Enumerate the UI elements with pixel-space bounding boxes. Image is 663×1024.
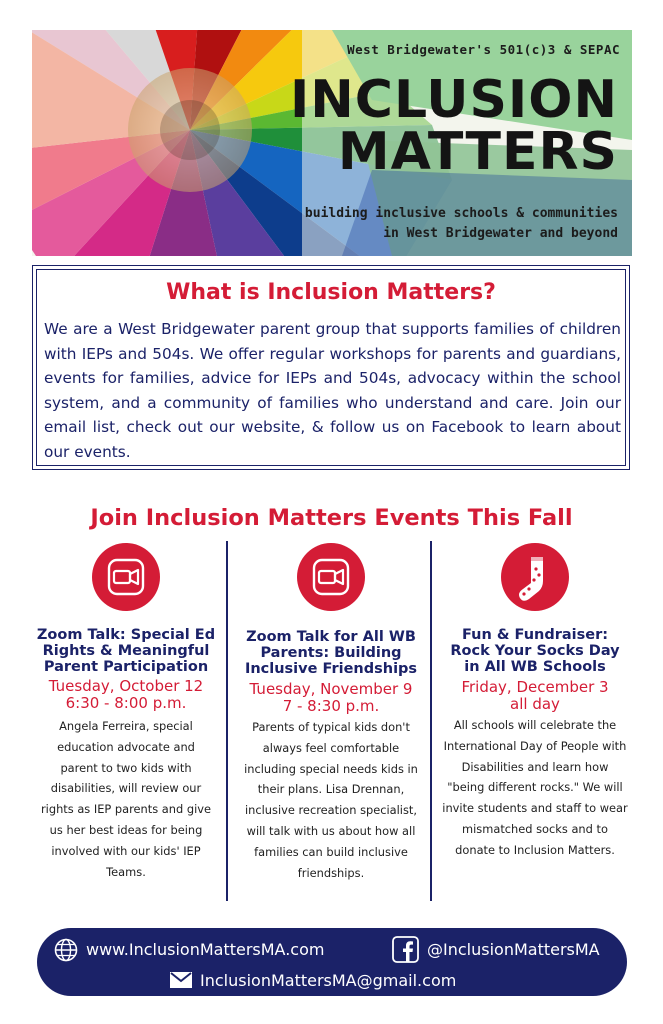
column-divider (430, 541, 432, 901)
banner-tagline (305, 204, 618, 244)
event-description: Parents of typical kids don't always feel comfortable including special needs kids in their plans. Lisa Drennan, inclusive recreation specialist, will talk with us about how all families can build inclusive friendships. (244, 720, 418, 880)
event-date: Friday, December 3 (461, 678, 609, 696)
event-description: Angela Ferreira, special education advocate and parent to two kids with disabilities, will review our rights as IEP parents and give us her best ideas for being involved with our kids' IEP Teams. (41, 719, 211, 879)
event-card (31, 543, 221, 882)
event-time: all day (510, 695, 560, 713)
column-divider (226, 541, 228, 901)
event-title: Zoom Talk: Special Ed Rights & Meaningful Parent Participation (36, 627, 216, 675)
header-banner (32, 30, 632, 256)
about-box (32, 265, 630, 470)
sock-icon (501, 543, 569, 611)
banner-title (289, 70, 618, 182)
about-body: We are a West Bridgewater parent group that supports families of children with IEPs and 504s. We offer regular workshops for parents and guardians, events for families, advice for IEPs and 504s, advocacy within the school system, and a community of families who understand and care. Join our email list, check out our website, & follow us on Facebook to learn about our events. (44, 320, 621, 461)
event-date: Tuesday, October 12 (48, 677, 204, 695)
website-link[interactable]: www.InclusionMattersMA.com (86, 940, 325, 959)
event-card (236, 543, 426, 883)
video-camera-icon (92, 543, 160, 611)
events-heading: Join Inclusion Matters Events This Fall (90, 505, 573, 531)
email-link[interactable]: InclusionMattersMA@gmail.com (200, 971, 457, 990)
event-description: All schools will celebrate the International Day of People with Disabilities and learn how "being different rocks." We will invite students and staff to wear mismatched socks and to donate to Inclusion Matters. (442, 718, 628, 857)
video-camera-icon (297, 543, 365, 611)
event-title: Zoom Talk for All WB Parents: Building Inclusive Friendships (244, 629, 418, 677)
event-time: 6:30 - 8:00 p.m. (65, 694, 187, 712)
envelope-icon (170, 972, 192, 988)
facebook-link[interactable]: @InclusionMattersMA (427, 940, 600, 959)
globe-icon (54, 938, 78, 962)
banner-tagline-line2: in West Bridgewater and beyond (383, 226, 618, 241)
event-title: Fun & Fundraiser: Rock Your Socks Day in All WB Schools (450, 627, 620, 675)
banner-title-line1: INCLUSION (289, 70, 618, 130)
contact-footer (37, 928, 627, 996)
event-date: Tuesday, November 9 (249, 680, 413, 698)
facebook-icon (392, 936, 419, 963)
about-title: What is Inclusion Matters? (166, 280, 496, 305)
banner-subtitle: West Bridgewater's 501(c)3 & SEPAC (347, 42, 620, 57)
banner-tagline-line1: building inclusive schools & communities (304, 206, 618, 221)
event-card (440, 543, 630, 861)
event-time: 7 - 8:30 p.m. (282, 697, 380, 715)
banner-title-line2: MATTERS (337, 122, 618, 182)
